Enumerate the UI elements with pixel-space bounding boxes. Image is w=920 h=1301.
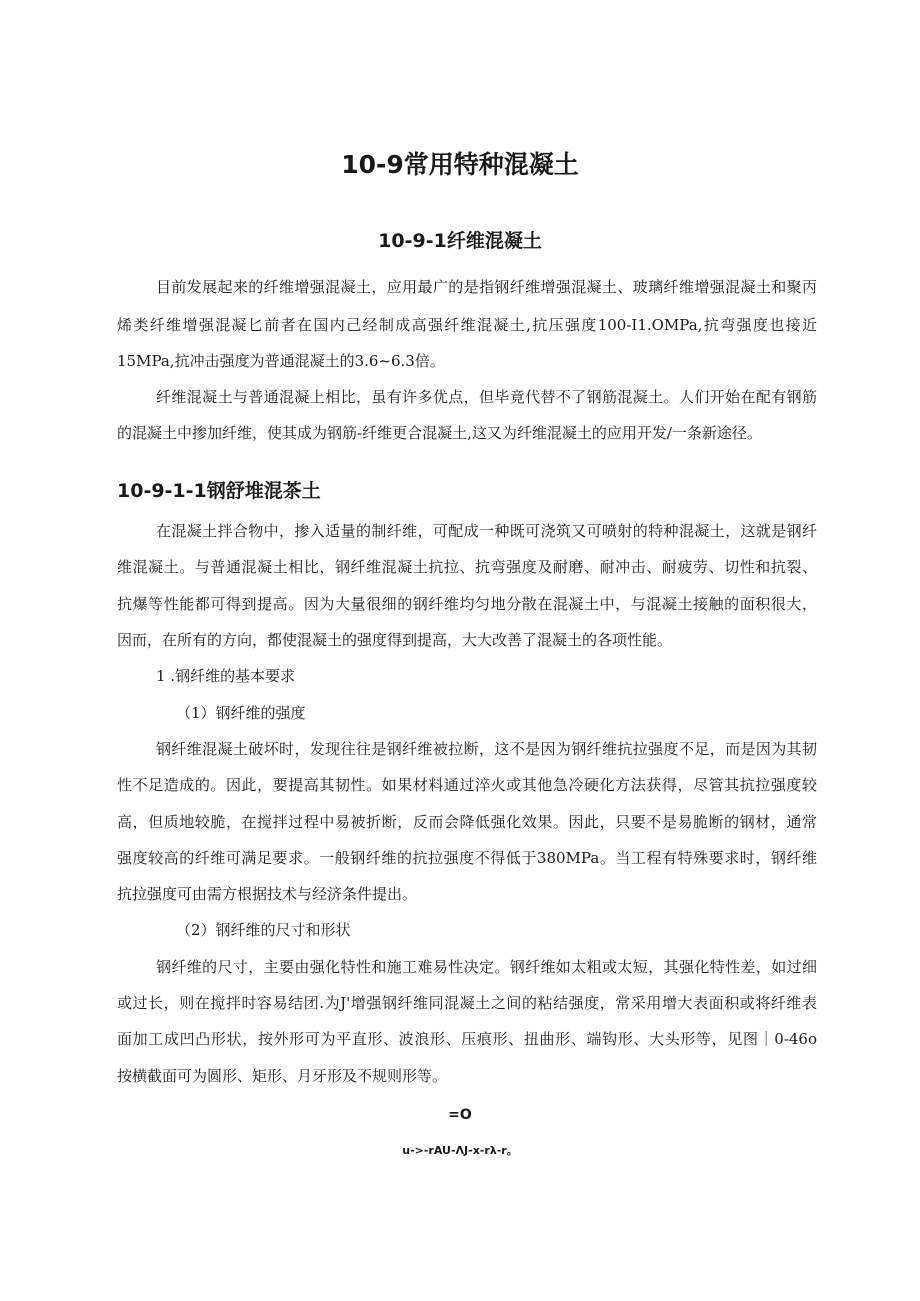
para5-line1: 钢纤维的尺寸，主要由强化特性和施工难易性决定。钢纤维如太粗或太短，其强化特性差，如过细: [156, 958, 817, 976]
figure-caption: u->-rAU-ΛJ-x-rλ-r。: [402, 1144, 518, 1157]
para1-line2: 烯类纤维增强混凝匕前者在国内己经制成高强纤维混凝土,抗压强度100-I1.OMPa,抗弯强度也接近: [117, 316, 817, 334]
subsection-heading: 10-9-1-1钢舒堆混茶土: [117, 480, 321, 502]
para1-line1: 目前发展起来的纤维增强混凝土，应用最广的是指钢纤维增强混凝土、玻璃纤维增强混凝土和聚丙: [156, 278, 817, 296]
para4-line2: 性不足造成的。因此，要提高其韧性。如果材料通过淬火或其他急冷硬化方法获得，尽管其抗拉强度较: [117, 776, 817, 794]
para4-line3: 高，但质地较脆，在搅拌过程中易被折断，反而会降低强化效果。因此，只要不是易脆断的钢材，通常: [117, 813, 817, 831]
para2-line2: 的混凝土中掺加纤维，使其成为钢筋-纤维更合混凝土,这又为纤维混凝土的应用开发/一条新途径。: [117, 424, 762, 442]
page-title: 10-9常用特种混凝土: [341, 150, 579, 179]
list-item-1: 1 .钢纤维的基本要求: [156, 667, 296, 685]
list-item-1-2: （2）钢纤维的尺寸和形状: [176, 921, 351, 939]
para5-line3: 面加工成凹凸形状，按外形可为平直形、波浪形、压痕形、扭曲形、端钩形、大头形等，见图｜0-46o: [117, 1030, 817, 1048]
list-item-1-1: （1）钢纤维的强度: [176, 704, 306, 722]
para3-line4: 因而，在所有的方向，都使混凝土的强度得到提高，大大改善了混凝土的各项性能。: [117, 631, 673, 649]
para4-line1: 钢纤维混凝土破坏时，发现往往是钢纤维被拉断，这不是因为钢纤维抗拉强度不足，而是因为其韧: [156, 740, 817, 758]
para4-line4: 强度较高的纤维可满足要求。一般钢纤维的抗拉强度不得低于380MPa。当工程有特殊要求时，钢纤维: [117, 849, 817, 867]
para5-line4: 按横截面可为圆形、矩形、月牙形及不规则形等。: [117, 1067, 448, 1085]
para2-line1: 纤维混凝土与普通混凝上相比，虽有许多优点，但毕竟代替不了钢筋混凝土。人们开始在配有钢筋: [156, 388, 817, 406]
para5-line2: 或过长，则在搅拌时容易结团.为J'增强钢纤维同混凝土之间的粘结强度，常采用增大表面积或将纤维表: [117, 994, 817, 1012]
figure-mark: =O: [448, 1107, 472, 1123]
para3-line2: 维混凝土。与普通混凝土相比，钢纤维混凝土抗拉、抗弯强度及耐磨、耐冲击、耐疲劳、切性和抗裂、: [117, 558, 817, 576]
para3-line3: 抗爆等性能都可得到提高。因为大量很细的钢纤维均匀地分散在混凝土中，与混凝土接触的面积很大，: [117, 595, 817, 613]
section-heading: 10-9-1纤维混凝土: [378, 230, 542, 252]
para3-line1: 在混凝土拌合物中，掺入适量的制纤维，可配成一种既可浇筑又可喷射的特种混凝土，这就是钢纤: [156, 522, 817, 540]
para1-line3: 15MPa,抗冲击强度为普通混凝土的3.6~6.3倍。: [117, 352, 445, 370]
para4-line5: 抗拉强度可由需方根据技术与经济条件提出。: [117, 885, 418, 903]
